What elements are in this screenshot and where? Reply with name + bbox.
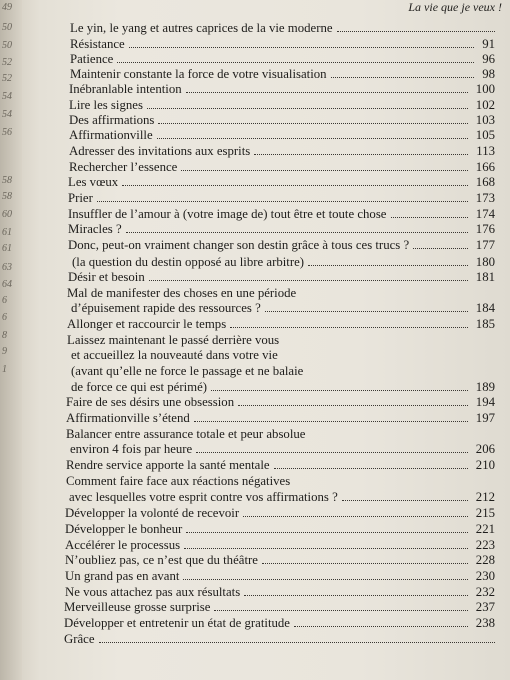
facing-page-number: 64 [2, 279, 12, 290]
toc-entry-page-number: 194 [475, 395, 495, 409]
toc-entry [69, 160, 495, 174]
toc-entry-page-number: 176 [475, 222, 495, 236]
toc-entry [66, 427, 495, 441]
facing-page-number: 50 [2, 22, 12, 33]
toc-entry-page-number: 185 [475, 317, 495, 331]
toc-entry-title: Affirmationville s’étend [66, 411, 190, 425]
toc-entry [68, 175, 495, 189]
dot-leader [238, 395, 468, 406]
toc-entry-title: Merveilleuse grosse surprise [64, 600, 211, 614]
toc-entry [67, 317, 495, 331]
toc-entry-page-number: 189 [475, 380, 495, 394]
toc-entry-page-number: 223 [475, 538, 495, 552]
facing-page-number: 58 [2, 191, 12, 202]
toc-entry [71, 348, 495, 362]
dot-leader [294, 616, 468, 627]
dot-leader [183, 569, 468, 580]
toc-entry-page-number: 103 [475, 113, 495, 127]
facing-page-number: 50 [2, 40, 12, 51]
toc-entry [66, 411, 495, 425]
toc-entry [64, 632, 495, 646]
toc-entry-page-number: 197 [475, 411, 495, 425]
facing-page-number: 58 [2, 175, 12, 186]
toc-entry [70, 67, 495, 81]
toc-entry [64, 616, 495, 630]
dot-leader [194, 411, 468, 422]
toc-entry-page-number: 221 [475, 522, 495, 536]
toc-entry-page-number: 113 [476, 144, 495, 158]
toc-entry [65, 522, 495, 536]
toc-entry [71, 364, 495, 378]
toc-entry [65, 585, 495, 599]
dot-leader [196, 442, 468, 453]
dot-leader [184, 538, 468, 549]
toc-entry-title: environ 4 fois par heure [70, 442, 193, 456]
toc-entry-page-number: 228 [475, 553, 495, 567]
dot-leader [337, 21, 495, 32]
dot-leader [391, 207, 468, 218]
toc-entry-page-number: 180 [475, 255, 495, 269]
dot-leader [97, 191, 468, 202]
toc-entry-page-number: 168 [475, 175, 495, 189]
toc-entry-title: Ne vous attachez pas aux résultats [65, 585, 241, 599]
toc-entry-page-number: 230 [475, 569, 495, 583]
toc-entry-title: Maintenir constante la force de votre visualisation [70, 67, 327, 81]
toc-entry-page-number: 181 [475, 270, 495, 284]
dot-leader [158, 113, 468, 124]
facing-page-number: 49 [2, 2, 12, 13]
toc-entry-title: avec lesquelles votre esprit contre vos affirmations ? [69, 490, 338, 504]
toc-entry-title: Donc, peut-on vraiment changer son destin grâce à tous ces trucs ? [68, 238, 410, 252]
toc-entry-page-number: 237 [475, 600, 495, 614]
toc-entry-title: Grâce [64, 632, 95, 646]
toc-entry-page-number: 206 [475, 442, 495, 456]
toc-entry-page-number: 173 [475, 191, 495, 205]
toc-entry-title: (la question du destin opposé au libre arbitre) [72, 255, 305, 269]
toc-entry [70, 37, 495, 51]
toc-entry-page-number: 166 [475, 160, 495, 174]
facing-page-number: 6 [2, 312, 7, 323]
facing-page-number: 63 [2, 262, 12, 273]
dot-leader [122, 175, 468, 186]
toc-entry-title: Lire les signes [69, 98, 143, 112]
toc-entry [69, 82, 495, 96]
toc-entry [67, 333, 495, 347]
toc-entry [66, 458, 495, 472]
toc-entry-page-number: 96 [482, 52, 495, 66]
dot-leader [99, 632, 495, 643]
facing-page-number: 61 [2, 243, 12, 254]
toc-entry-page-number: 177 [475, 238, 495, 252]
toc-entry [65, 569, 495, 583]
toc-entry-page-number: 215 [475, 506, 495, 520]
dot-leader [274, 458, 468, 469]
toc-entry-title: Laissez maintenant le passé derrière vous [67, 333, 280, 347]
dot-leader [126, 222, 468, 233]
dot-leader [129, 37, 474, 48]
facing-page-number: 52 [2, 57, 12, 68]
toc-entry [68, 238, 495, 252]
toc-entry-title: Rendre service apporte la santé mentale [66, 458, 270, 472]
facing-page-number: 6 [2, 295, 7, 306]
toc-entry [72, 255, 495, 269]
toc-entry [65, 538, 495, 552]
facing-page-number: 8 [2, 330, 7, 341]
dot-leader [413, 238, 468, 249]
toc-entry-title: Patience [70, 52, 114, 66]
toc-entry-title: Résistance [70, 37, 125, 51]
dot-leader [243, 506, 468, 517]
toc-entry [66, 395, 495, 409]
dot-leader [186, 82, 468, 93]
dot-leader [331, 67, 474, 78]
toc-entry-title: Prier [68, 191, 93, 205]
toc-entry [70, 52, 495, 66]
facing-page-number: 9 [2, 346, 7, 357]
dot-leader [117, 52, 474, 63]
toc-entry-page-number: 210 [475, 458, 495, 472]
toc-entry-title: Affirmationville [69, 128, 153, 142]
toc-entry-page-number: 184 [475, 301, 495, 315]
dot-leader [147, 98, 468, 109]
toc-entry-page-number: 102 [475, 98, 495, 112]
dot-leader [186, 522, 468, 533]
toc-entry-title: Développer le bonheur [65, 522, 183, 536]
toc-entry-title: Développer et entretenir un état de gratitude [64, 616, 290, 630]
dot-leader [214, 600, 468, 611]
dot-leader [157, 128, 468, 139]
toc-entry-title: N’oubliez pas, ce n’est que du théâtre [65, 553, 258, 567]
toc-entry [68, 191, 495, 205]
toc-entry [69, 490, 495, 504]
toc-entry-page-number: 232 [475, 585, 495, 599]
toc-entry [64, 600, 495, 614]
facing-page-number: 56 [2, 127, 12, 138]
toc-entry-page-number: 91 [482, 37, 495, 51]
toc-entry-page-number: 174 [475, 207, 495, 221]
facing-page-number: 60 [2, 209, 12, 220]
toc-entry-title: Comment faire face aux réactions négatives [66, 474, 291, 488]
toc-entry [68, 207, 495, 221]
toc-entry [68, 270, 495, 284]
toc-entry-title: Des affirmations [69, 113, 155, 127]
facing-page-number: 61 [2, 227, 12, 238]
facing-page-number: 54 [2, 109, 12, 120]
dot-leader [230, 317, 468, 328]
toc-entry-title: Adresser des invitations aux esprits [69, 144, 251, 158]
toc-entry-title: Mal de manifester des choses en une période [67, 286, 297, 300]
toc-entry-title: et accueillez la nouveauté dans votre vie [71, 348, 278, 362]
dot-leader [308, 255, 468, 266]
toc-entry-page-number: 105 [475, 128, 495, 142]
toc-entry [69, 128, 495, 142]
toc-entry [69, 98, 495, 112]
toc-entry [65, 553, 495, 567]
facing-page-number: 54 [2, 91, 12, 102]
toc-entry-title: Désir et besoin [68, 270, 145, 284]
toc-entry-title: Insuffler de l’amour à (votre image de) tout être et toute chose [68, 207, 387, 221]
toc-entry-title: (avant qu’elle ne force le passage et ne balaie [71, 364, 304, 378]
dot-leader [342, 490, 468, 501]
toc-entry [66, 474, 495, 488]
toc-entry-title: Accélérer le processus [65, 538, 181, 552]
dot-leader [181, 160, 468, 171]
dot-leader [244, 585, 468, 596]
toc-entry-page-number: 98 [482, 67, 495, 81]
toc-entry-title: Miracles ? [68, 222, 122, 236]
toc-entry [70, 21, 495, 35]
dot-leader [149, 270, 468, 281]
toc-entry-title: Inébranlable intention [69, 82, 182, 96]
toc-entry-title: Allonger et raccourcir le temps [67, 317, 227, 331]
toc-entry-title: de force ce qui est périmé) [71, 380, 208, 394]
toc-entry-title: Développer la volonté de recevoir [65, 506, 240, 520]
toc-entry-page-number: 100 [475, 82, 495, 96]
toc-entry [65, 506, 495, 520]
running-head: La vie que je veux ! [408, 0, 502, 14]
toc-entry-page-number: 212 [475, 490, 495, 504]
toc-entry [70, 442, 495, 456]
facing-page-number: 52 [2, 73, 12, 84]
toc-entry [67, 286, 495, 300]
dot-leader [254, 144, 468, 155]
toc-entry-page-number: 238 [475, 616, 495, 630]
toc-entry-title: Les vœux [68, 175, 119, 189]
facing-page-number: 1 [2, 364, 7, 375]
toc-entry [71, 380, 495, 394]
dot-leader [211, 380, 468, 391]
toc-entry [68, 222, 495, 236]
toc-entry-title: Un grand pas en avant [65, 569, 180, 583]
toc-entry [69, 144, 495, 158]
toc-entry [71, 301, 495, 315]
toc-entry [69, 113, 495, 127]
dot-leader [265, 301, 468, 312]
dot-leader [262, 553, 468, 564]
toc-entry-title: d’épuisement rapide des ressources ? [71, 301, 261, 315]
toc-entry-title: Faire de ses désirs une obsession [66, 395, 235, 409]
toc-entry-title: Rechercher l’essence [69, 160, 178, 174]
toc-entry-title: Balancer entre assurance totale et peur absolue [66, 427, 306, 441]
toc-entry-title: Le yin, le yang et autres caprices de la vie moderne [70, 21, 333, 35]
